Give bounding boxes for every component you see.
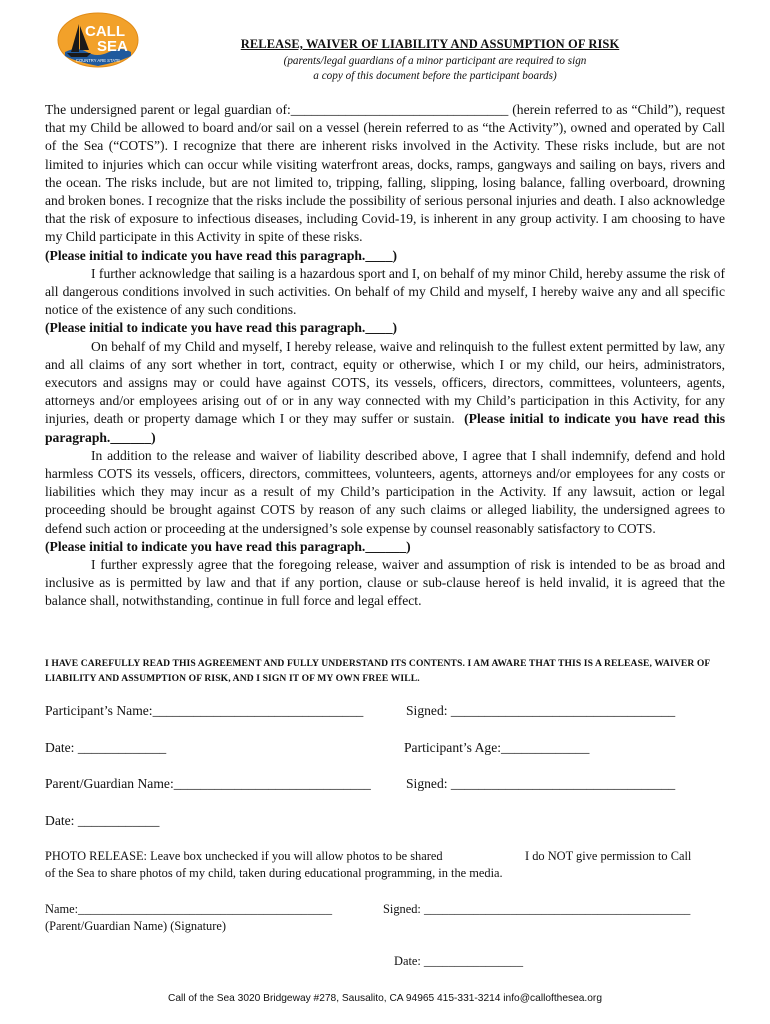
paragraph-release-text: On behalf of my Child and myself, I hereby release, waive and relinquish to the fullest extent permitted by law, any and all claims of any sort whether in tort, contract, equity or otherwise, which I or my child, our heirs, administrators, executors and assigns may or could have against COTS, its vessels, officers, directors, committees, volunteers, agents, attorneys and/or employees arising out of or in any way connected with my Child’s participation in this Activity, for any injuries, death or property damage which I or they may suffer or sustain. bbox=[45, 338, 725, 427]
photo-guardian-name-field[interactable]: Name:_________________________________________ bbox=[45, 902, 333, 916]
initial-prompt-1[interactable]: (Please initial to indicate you have read this paragraph.____) bbox=[45, 247, 398, 263]
call-of-the-sea-logo bbox=[57, 12, 139, 72]
logo-text-call: CALL bbox=[85, 23, 125, 40]
paragraph-hazard: I further acknowledge that sailing is a hazardous sport and I, on behalf of my minor Child, hereby assume the risk of all dangerous conditions involved in such activities. On behalf of my Child and myself, I hereby waive any and all specific notice of the existence of any such conditions. bbox=[45, 265, 725, 318]
participant-signature-field[interactable]: Signed: _________________________________ bbox=[406, 703, 676, 718]
participant-name-field[interactable]: Participant’s Name:_______________________________ bbox=[45, 703, 364, 718]
photo-release-text: PHOTO RELEASE: Leave box unchecked if you will allow photos to be shared bbox=[45, 849, 443, 863]
guardian-name-field[interactable]: Parent/Guardian Name:_____________________________ bbox=[45, 776, 371, 791]
subtitle-line-2: a copy of this document before the participant boards) bbox=[313, 70, 557, 82]
participant-age-field[interactable]: Participant’s Age:_____________ bbox=[404, 740, 590, 755]
photo-signature-field[interactable]: Signed: ___________________________________________ bbox=[383, 902, 691, 916]
participant-date-field[interactable]: Date: _____________ bbox=[45, 740, 167, 755]
photo-release-text-line-2: of the Sea to share photos of my child, taken during educational programming, in the media. bbox=[45, 866, 503, 880]
initial-prompt-4[interactable]: (Please initial to indicate you have read this paragraph.______) bbox=[45, 538, 411, 554]
photo-caption: (Parent/Guardian Name) (Signature) bbox=[45, 919, 226, 933]
photo-date-field[interactable]: Date: ________________ bbox=[394, 954, 524, 968]
paragraph-risks: The undersigned parent or legal guardian of:________________________________ (herein referred to as “Child”), request that my Child be allowed to board and/or sail on a vessel (herein referred to as “the Activity”), owned and operated by Call of the Sea (“COTS”). I recognize that there are inherent risks involved in the Activity. These risks include, but are not limited to injuries which can occur while visiting waterfront areas, docks, ramps, gangways and sailing on bays, rivers and the ocean. The risks include, but are not limited to, tripping, falling, slipping, losing balance, falling overboard, drowning and broken bones. I recognize that the risks include the possibility of serious personal injuries and death. I also acknowledge that the risk of exposure to infectious diseases, including Covid-19, is inherent in any group activity. I am choosing to have my Child participate in this Activity in spite of these risks. bbox=[45, 102, 725, 245]
footer-contact: Call of the Sea 3020 Bridgeway #278, Sausalito, CA 94965 415-331-3214 info@callofthesea.org bbox=[168, 993, 602, 1004]
photo-permission-checkbox[interactable] bbox=[504, 849, 516, 861]
document-subtitle bbox=[190, 54, 680, 84]
logo-tagline: COUNTRY ARE STATE bbox=[75, 58, 121, 63]
guardian-signature-field[interactable]: Signed: _________________________________ bbox=[406, 776, 676, 791]
paragraph-severability: I further expressly agree that the foregoing release, waiver and assumption of risk is intended to be as broad and inclusive as is permitted by law and that if any portion, clause or sub-clause hereof is held invalid, it is agreed that the balance shall, notwithstanding, continue in full force and legal effect. bbox=[45, 557, 725, 609]
photo-permission-label: I do NOT give permission to Call bbox=[525, 849, 692, 863]
initial-prompt-3[interactable]: (Please initial to indicate you have read this paragraph.______) bbox=[45, 411, 726, 445]
logo-text-sea: SEA bbox=[97, 38, 128, 55]
paragraph-indemnify: In addition to the release and waiver of liability described above, I agree that I shall indemnify, defend and hold harmless COTS its vessels, officers, directors, committees, volunteers, agents, attorneys and/or employees for any costs or liabilities which they may incur as a result of my Child’s participation in the Activity. If any lawsuit, action or legal proceeding should be brought against COTS by reason of any such claims or alleged liability, the undersigned agrees to defend such action or proceeding at the undersigned’s sole expense by counsel reasonably satisfactory to COTS. bbox=[45, 447, 725, 536]
paragraph-release bbox=[45, 338, 725, 447]
initial-prompt-2[interactable]: (Please initial to indicate you have read this paragraph.____) bbox=[45, 320, 398, 336]
document-title: RELEASE, WAIVER OF LIABILITY AND ASSUMPTION OF RISK bbox=[240, 37, 620, 51]
subtitle-line-1: (parents/legal guardians of a minor participant are required to sign bbox=[283, 55, 587, 67]
guardian-date-field[interactable]: Date: ____________ bbox=[45, 813, 160, 828]
waiver-body bbox=[45, 101, 725, 611]
acknowledgement-statement: I HAVE CAREFULLY READ THIS AGREEMENT AND FULLY UNDERSTAND ITS CONTENTS. I AM AWARE THAT THIS IS A RELEASE, WAIVER OF LIABILITY AND ASSUMPTION OF RISK, AND I SIGN IT OF MY OWN FREE WILL. bbox=[45, 658, 711, 684]
